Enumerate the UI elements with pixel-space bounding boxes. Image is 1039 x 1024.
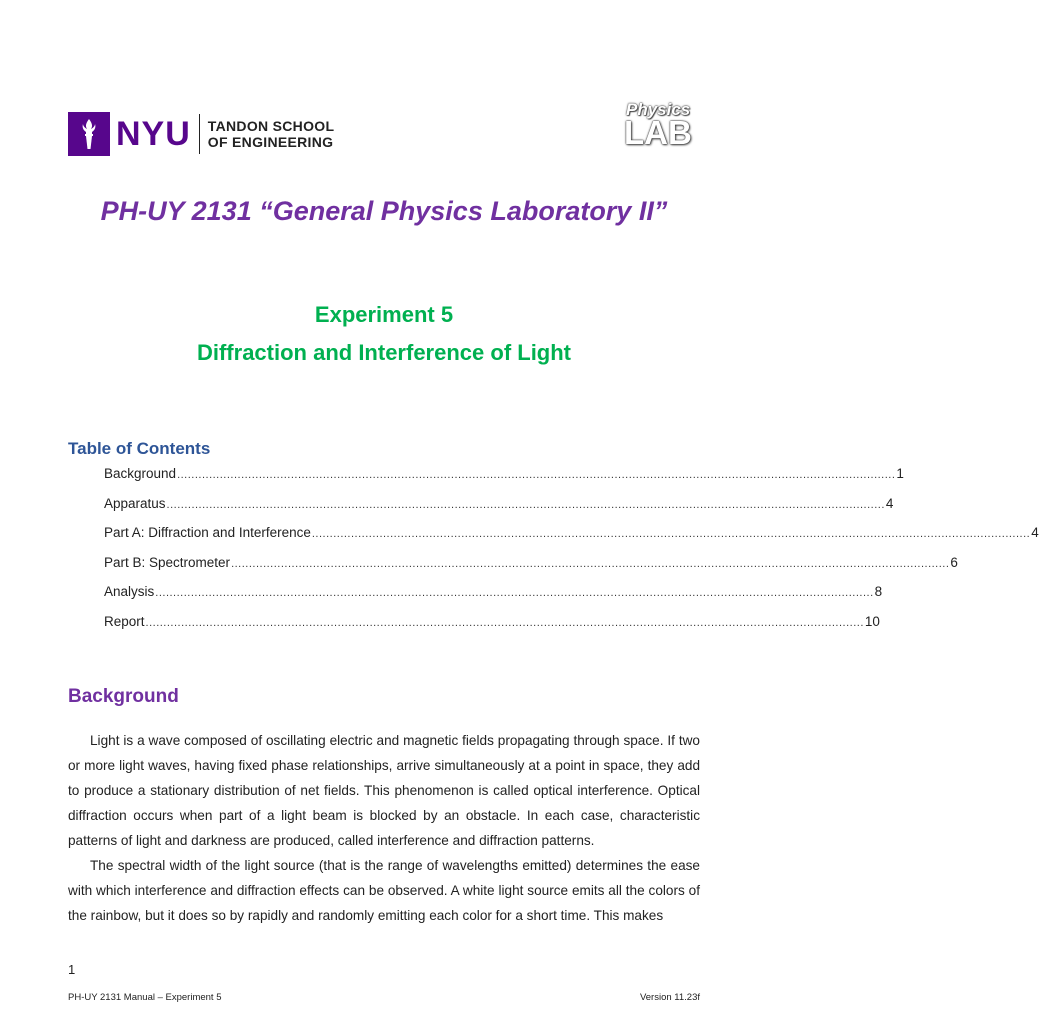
toc-heading: Table of Contents (68, 439, 211, 458)
toc-item-label: Part A: Diffraction and Interference (104, 525, 311, 541)
logo-divider (199, 114, 200, 154)
course-title: PH-UY 2131 “General Physics Laboratory II” (100, 196, 668, 226)
toc-leader: .......................................................................................................................................................................................................... (145, 616, 864, 629)
toc-item-page: 4 (885, 495, 894, 511)
background-heading: Background (68, 686, 179, 707)
toc-leader: .......................................................................................................................................................................................................... (231, 557, 950, 570)
toc-item-report[interactable] (104, 613, 880, 644)
toc-item-analysis[interactable] (104, 584, 883, 614)
experiment-title: Experiment 5 (314, 302, 454, 327)
footer-manual-title: PH-UY 2131 Manual – Experiment 5 (68, 992, 222, 1003)
toc-item-page: 10 (864, 613, 880, 629)
nyu-wordmark: NYU (116, 115, 191, 153)
school-name-line1: TANDON SCHOOL (207, 118, 335, 134)
experiment-subtitle: Diffraction and Interference of Light (196, 340, 572, 365)
toc-item-page: 1 (896, 466, 904, 481)
physics-logo-top: Physics (626, 100, 691, 119)
toc-item-label: Part B: Spectrometer (104, 554, 231, 570)
school-name (208, 118, 335, 150)
physics-logo-bottom: LAB (624, 114, 692, 151)
toc-item-apparatus[interactable] (104, 495, 894, 526)
background-paragraph-1: Light is a wave composed of oscillating electric and magnetic fields propagating through space. If two or more light waves, having fixed phase relationships, arrive simultaneously at a point in space, they add to produce a stationary distribution of net fields. This phenomenon is called optical interference. Optical diffraction occurs when part of a light beam is blocked by an obstacle. In each case, characteristic patterns of light and darkness are produced, called interference and diffraction patterns. (68, 733, 700, 848)
toc-leader: .......................................................................................................................................................................................................... (311, 528, 1031, 541)
toc-leader: .......................................................................................................................................................................................................... (155, 587, 874, 600)
nyu-torch-icon (68, 112, 110, 156)
nyu-tandon-logo (68, 112, 334, 156)
toc-item-page: 8 (874, 584, 883, 600)
page-number: 1 (68, 962, 76, 977)
toc-list (104, 466, 1039, 644)
toc-item-part-b[interactable] (104, 554, 958, 585)
background-paragraph-2: The spectral width of the light source (that is the range of wavelengths emitted) determines the ease with which interference and diffraction effects can be observed. A white light source emits all the colors of the rainbow, but it does so by rapidly and randomly emitting each color for a short time. This makes (68, 858, 700, 923)
toc-leader: .......................................................................................................................................................................................................... (177, 469, 896, 481)
school-name-line2: OF ENGINEERING (207, 134, 334, 150)
toc-item-page: 6 (950, 554, 958, 570)
toc-item-label: Apparatus (104, 495, 166, 511)
footer-version: Version 11.23f (639, 992, 700, 1003)
physics-lab-logo (622, 100, 696, 152)
background-body (68, 728, 700, 928)
toc-item-label: Analysis (104, 584, 155, 600)
toc-item-label: Report (104, 613, 145, 629)
toc-item-part-a[interactable] (104, 525, 1039, 555)
toc-item-page: 4 (1031, 525, 1039, 541)
toc-item-background[interactable] (104, 466, 904, 496)
toc-leader: .......................................................................................................................................................................................................... (166, 498, 885, 511)
toc-item-label: Background (104, 466, 177, 481)
